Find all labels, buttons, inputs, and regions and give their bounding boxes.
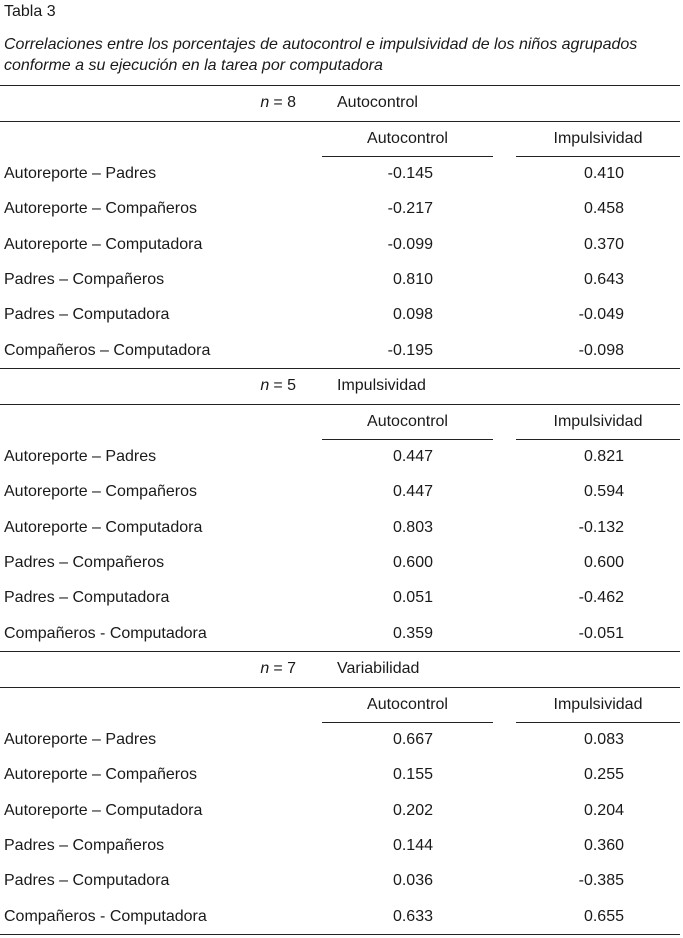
table-cell-autocontrol: 0.155	[392, 766, 433, 783]
table-row-label: Autoreporte – Computadora	[4, 236, 203, 253]
n-variable: n	[260, 94, 270, 111]
section-top-rule	[0, 651, 680, 652]
table-row-label: Padres – Compañeros	[4, 837, 165, 854]
column-header-autocontrol: Autocontrol	[367, 130, 448, 147]
table-cell-autocontrol: 0.144	[392, 837, 433, 854]
n-value: = 5	[273, 377, 296, 394]
table-title: Tabla 3	[4, 3, 56, 20]
table-cell-impulsividad: 0.204	[583, 802, 624, 819]
table-cell-impulsividad: 0.370	[583, 236, 624, 253]
table-cell-impulsividad: 0.643	[583, 271, 624, 288]
table-caption: Correlaciones entre los porcentajes de autocontrol e impulsividad de los niños agrupados conforme a su ejecución en la tarea por computadora	[4, 36, 638, 74]
table-cell-impulsividad: 0.594	[583, 483, 624, 500]
column-underline-autocontrol	[322, 722, 493, 723]
table-cell-impulsividad: 0.255	[583, 766, 624, 783]
table-cell-impulsividad: -0.132	[578, 519, 624, 536]
table-cell-impulsividad: -0.385	[578, 872, 624, 889]
table-row-label: Autoreporte – Padres	[4, 448, 157, 465]
table-cell-impulsividad: 0.410	[583, 165, 624, 182]
column-header-impulsividad: Impulsividad	[553, 696, 643, 713]
table-cell-impulsividad: -0.462	[578, 589, 624, 606]
section-top-rule	[0, 85, 680, 86]
table-cell-autocontrol: 0.667	[392, 731, 433, 748]
table-cell-impulsividad: 0.600	[583, 554, 624, 571]
table-cell-autocontrol: 0.810	[392, 271, 433, 288]
table-cell-autocontrol: 0.098	[392, 306, 433, 323]
table-bottom-rule	[0, 934, 680, 935]
table-cell-autocontrol: 0.036	[392, 872, 433, 889]
n-value: = 7	[273, 660, 296, 677]
n-variable: n	[260, 660, 270, 677]
table-cell-autocontrol: -0.145	[387, 165, 433, 182]
table-cell-impulsividad: 0.655	[583, 908, 624, 925]
section-header-rule	[0, 687, 680, 688]
table-row-label: Autoreporte – Padres	[4, 165, 157, 182]
table-row-label: Autoreporte – Computadora	[4, 802, 203, 819]
table-row-label: Padres – Computadora	[4, 306, 170, 323]
column-underline-autocontrol	[322, 439, 493, 440]
section-group-label: Impulsividad	[337, 377, 426, 394]
section-header-rule	[0, 121, 680, 122]
table-cell-autocontrol: 0.803	[392, 519, 433, 536]
table-cell-autocontrol: 0.202	[392, 802, 433, 819]
table-cell-impulsividad: -0.098	[578, 342, 624, 359]
table-cell-impulsividad: -0.051	[578, 625, 624, 642]
table-row-label: Autoreporte – Padres	[4, 731, 157, 748]
table-row-label: Autoreporte – Computadora	[4, 519, 203, 536]
column-header-impulsividad: Impulsividad	[553, 413, 643, 430]
section-group-label: Variabilidad	[337, 660, 420, 677]
column-underline-impulsividad	[516, 156, 680, 157]
column-underline-autocontrol	[322, 156, 493, 157]
table-cell-autocontrol: 0.359	[392, 625, 433, 642]
section-n-label	[260, 376, 296, 396]
table-cell-impulsividad: 0.458	[583, 200, 624, 217]
table-cell-impulsividad: 0.821	[583, 448, 624, 465]
table-cell-impulsividad: 0.083	[583, 731, 624, 748]
table-row-label: Compañeros - Computadora	[4, 625, 207, 642]
table-cell-autocontrol: -0.099	[387, 236, 433, 253]
table-row-label: Compañeros – Computadora	[4, 342, 211, 359]
n-variable: n	[260, 377, 270, 394]
n-value: = 8	[273, 94, 296, 111]
column-underline-impulsividad	[516, 439, 680, 440]
section-group-label: Autocontrol	[337, 94, 418, 111]
table-cell-autocontrol: 0.447	[392, 483, 433, 500]
table-cell-autocontrol: -0.217	[387, 200, 433, 217]
table-cell-impulsividad: 0.360	[583, 837, 624, 854]
section-n-label	[260, 93, 296, 113]
table-cell-autocontrol: 0.600	[392, 554, 433, 571]
column-header-autocontrol: Autocontrol	[367, 696, 448, 713]
table-cell-impulsividad: -0.049	[578, 306, 624, 323]
table-row-label: Padres – Computadora	[4, 589, 170, 606]
table-row-label: Padres – Compañeros	[4, 554, 165, 571]
table-row-label: Padres – Compañeros	[4, 271, 165, 288]
table-row-label: Autoreporte – Compañeros	[4, 766, 197, 783]
table-row-label: Autoreporte – Compañeros	[4, 200, 197, 217]
column-underline-impulsividad	[516, 722, 680, 723]
table-row-label: Compañeros - Computadora	[4, 908, 207, 925]
table-cell-autocontrol: 0.051	[392, 589, 433, 606]
column-header-autocontrol: Autocontrol	[367, 413, 448, 430]
table-cell-autocontrol: -0.195	[387, 342, 433, 359]
table-cell-autocontrol: 0.633	[392, 908, 433, 925]
section-n-label	[260, 659, 296, 679]
table-cell-autocontrol: 0.447	[392, 448, 433, 465]
table-row-label: Padres – Computadora	[4, 872, 170, 889]
section-top-rule	[0, 368, 680, 369]
column-header-impulsividad: Impulsividad	[553, 130, 643, 147]
section-header-rule	[0, 404, 680, 405]
table-row-label: Autoreporte – Compañeros	[4, 483, 197, 500]
